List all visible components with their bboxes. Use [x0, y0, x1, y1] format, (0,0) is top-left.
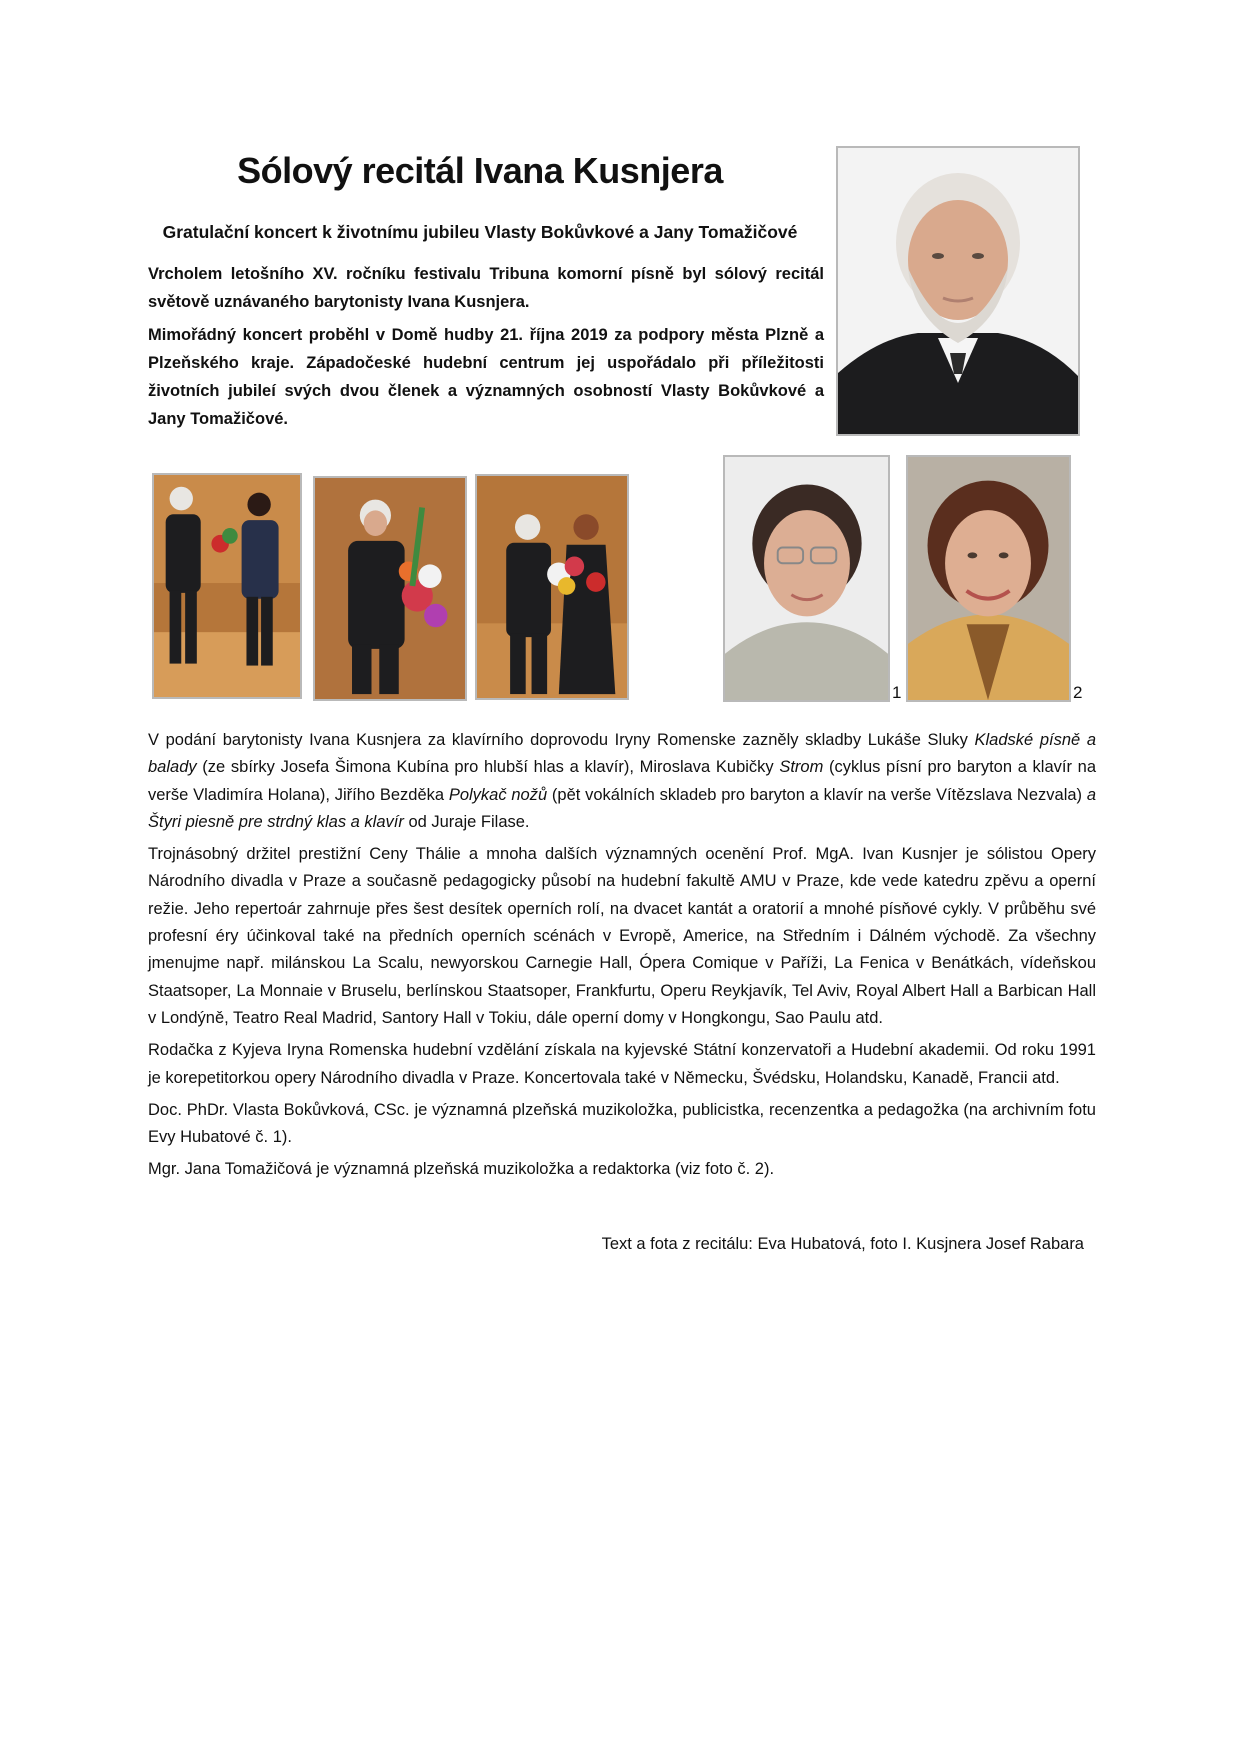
intro-block — [148, 260, 824, 438]
text-run: V podání barytonisty Ivana Kusnjera za klavírního doprovodu Iryny Romenske zazněly skladby Lukáše Sluky — [148, 731, 975, 749]
work-title: Strom — [779, 758, 824, 777]
work-title: Kladské písně a balady — [148, 731, 1096, 777]
portrait-kusnjer-photo — [836, 146, 1080, 436]
text-run: (cyklus písní pro baryton a klavír na verše Vladimíra Holana), Jiřího Bezděka — [148, 758, 1097, 804]
work-title: a Štyri piesně pre strdný klas a klavír — [148, 785, 1096, 831]
article-title: Sólový recitál Ivana Kusnjera — [237, 150, 723, 191]
photo-label-2: 2 — [1073, 683, 1083, 702]
body-paragraph-tomazicova: Mgr. Jana Tomažičová je významná plzeňská muzikoložka a redaktorka (viz foto č. 2). — [148, 1160, 775, 1179]
intro-paragraph-1: Vrcholem letošního XV. ročníku festivalu Tribuna komorní písně byl sólový recitál světově uznávaného barytonisty Ivana Kusnjera. — [148, 265, 824, 311]
body-paragraph-bokuvkova: Doc. PhDr. Vlasta Bokůvková, CSc. je významná plzeňská muzikoložka, publicistka, recenzentka a pedagožka (na archivním fotu Evy Hubatové č. 1). — [148, 1100, 1096, 1147]
text-run: od Juraje Filase. — [403, 812, 530, 831]
article-subtitle: Gratulační koncert k životnímu jubileu Vlasty Bokůvkové a Jany Tomažičové — [162, 222, 798, 242]
concert-photo-bouquet — [313, 476, 467, 701]
text-run: (ze sbírky Josefa Šimona Kubína pro hlubší hlas a klavír), Miroslava Kubičky — [196, 758, 780, 777]
portrait-tomazicova-photo — [906, 455, 1071, 702]
text-run: (pět vokálních skladeb pro baryton a klavír na verše Vítězslava Nezvala) — [547, 785, 1087, 804]
concert-photo-couple — [475, 474, 629, 700]
body-paragraph-repertoire — [148, 727, 1096, 836]
photo-label-1: 1 — [892, 683, 902, 702]
body-paragraph-romenska: Rodačka z Kyjeva Iryna Romenska hudební vzdělání získala na kyjevské Státní konzervatoři a Hudební akademii. Od roku 1991 je korepetitorkou opery Národního divadla v Praze. Koncertovala také v Německu, Švédsku, Holandsku, Kanadě, Francii atd. — [148, 1041, 1096, 1087]
intro-paragraph-2: Mimořádný koncert proběhl v Domě hudby 21. října 2019 za podpory města Plzně a Plzeňského kraje. Západočeské hudební centrum jej uspořádalo při příležitosti životních jubileí svých dvou členek a významných osobností Vlasty Bokůvkové a Jany Tomažičové. — [148, 326, 824, 428]
work-title: Polykač nožů — [448, 785, 548, 804]
photo-credit: Text a fota z recitálu: Eva Hubatová, foto I. Kusjnera Josef Rabara — [601, 1235, 1084, 1253]
concert-photo-congratulation — [152, 473, 302, 699]
article-body — [148, 727, 1096, 1189]
portrait-bokuvkova-photo — [723, 455, 890, 702]
body-paragraph-kusnjer: Trojnásobný držitel prestižní Ceny Thálie a mnoha dalších významných ocenění Prof. MgA. Ivan Kusnjer je sólistou Opery Národního divadla v Praze a současně pedagogicky působí na hudební fakultě AMU v Praze, kde vede katedru zpěvu a operní režie. Jeho repertoár zahrnuje přes šest desítek operních rolí, na dvacet kantát a oratorií a mnohé písňové cykly. V průběhu své profesní éry účinkoval také na předních operních scénách v Evropě, Americe, na Středním i Dálném východě. Za všechny jmenujme např. milánskou La Scalu, newyorskou Carnegie Hall, Ópera Comique v Paříži, La Fenica v Benátkách, vídeňskou Staatsoper, La Monnaie v Bruselu, berlínskou Staatsoper, Frankfurtu, Operu Reykjavík, Tel Aviv, Royal Albert Hall a Barbican Hall v Londýně, Teatro Real Madrid, Santory Hall v Tokiu, dále operní domy v Hongkongu, Sao Paulu atd. — [148, 845, 1096, 1027]
